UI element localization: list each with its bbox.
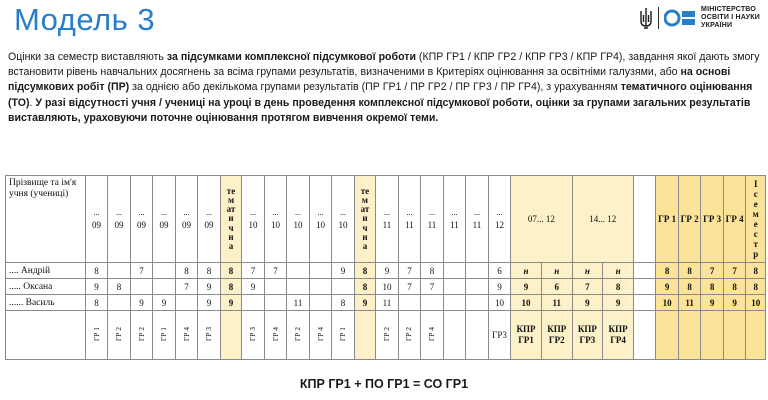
empty-cell <box>220 311 241 360</box>
date-cell: ... 10 <box>264 176 287 263</box>
grade-journal-table <box>5 175 766 360</box>
grade-cell: 9 <box>332 263 355 279</box>
result-group-code: ГР 1 <box>85 311 108 360</box>
grade-cell: 7 <box>264 263 287 279</box>
grade-cell: 7 <box>242 263 265 279</box>
student-name: ..... Оксана <box>6 279 86 295</box>
empty-cell <box>354 311 375 360</box>
grade-cell <box>309 279 332 295</box>
grade-cell: 9 <box>198 295 221 311</box>
grade-cell <box>421 295 444 311</box>
grade-cell <box>398 295 421 311</box>
grade-cell <box>443 295 466 311</box>
result-group-code: ГР3 <box>488 311 511 360</box>
result-group-code: ГР 1 <box>332 311 355 360</box>
kpr-grade: н <box>541 263 572 279</box>
grade-cell <box>309 295 332 311</box>
empty-cell <box>466 311 489 360</box>
grade-cell <box>153 263 176 279</box>
grade-cell: 10 <box>488 295 511 311</box>
thematic-header: тематична <box>354 176 375 263</box>
kpr-grade: 9 <box>511 279 542 295</box>
grade-cell <box>264 279 287 295</box>
result-group-code: ГР 2 <box>376 311 399 360</box>
group-result-header: ГР 2 <box>678 176 701 263</box>
kpr-grade: 9 <box>603 295 634 311</box>
date-cell: ... 09 <box>130 176 153 263</box>
grade-cell: 7 <box>398 263 421 279</box>
result-group-code: ГР 2 <box>398 311 421 360</box>
grade-cell: 8 <box>85 263 108 279</box>
date-cell: ... 10 <box>332 176 355 263</box>
kpr-grade: 11 <box>541 295 572 311</box>
group-result-grade: 9 <box>701 295 724 311</box>
grade-cell <box>287 279 310 295</box>
mon-logo-icon <box>664 8 696 28</box>
date-cell: ... 10 <box>242 176 265 263</box>
result-group-code: ГР 2 <box>287 311 310 360</box>
ministry-name: МІНІСТЕРСТВО ОСВІТИ І НАУКИ УКРАЇНИ <box>701 6 760 29</box>
grade-cell: 7 <box>130 263 153 279</box>
kpr-grade: н <box>572 263 603 279</box>
logo-divider <box>658 7 659 29</box>
group-result-grade: 8 <box>678 263 701 279</box>
date-cell: ... 12 <box>488 176 511 263</box>
table-row <box>6 295 766 311</box>
result-group-code: ГР 4 <box>421 311 444 360</box>
date-cell: ... 11 <box>421 176 444 263</box>
grade-cell <box>633 263 656 279</box>
grade-cell <box>633 295 656 311</box>
date-cell: ... 09 <box>198 176 221 263</box>
grade-cell: 8 <box>421 263 444 279</box>
thematic-grade: 9 <box>220 295 241 311</box>
slide-title: Модель 3 <box>14 2 156 37</box>
group-result-grade: 8 <box>656 263 679 279</box>
grade-cell <box>264 295 287 311</box>
grade-cell: 9 <box>198 279 221 295</box>
empty-cell <box>633 176 656 263</box>
grade-cell: 7 <box>398 279 421 295</box>
grade-cell: 9 <box>242 279 265 295</box>
kpr-grade: 8 <box>603 279 634 295</box>
trident-icon <box>639 7 653 29</box>
result-group-code: ГР 2 <box>108 311 131 360</box>
empty-cell <box>678 311 701 360</box>
grade-cell <box>153 279 176 295</box>
date-cell: ... 11 <box>443 176 466 263</box>
ministry-logo <box>639 6 760 30</box>
group-result-grade: 9 <box>723 295 746 311</box>
result-group-code: ГР 2 <box>130 311 153 360</box>
thematic-grade: 8 <box>220 279 241 295</box>
kpr-date-header: 07... 12 <box>511 176 572 263</box>
grade-cell: 7 <box>175 279 198 295</box>
empty-cell <box>723 311 746 360</box>
date-cell: ... 09 <box>108 176 131 263</box>
semester-grade: 8 <box>746 263 766 279</box>
grade-cell <box>287 263 310 279</box>
kpr-code: КПР ГР4 <box>603 311 634 360</box>
thematic-grade: 8 <box>220 263 241 279</box>
thematic-header: тематична <box>220 176 241 263</box>
grade-cell: 9 <box>153 295 176 311</box>
grade-cell <box>108 263 131 279</box>
grade-cell: 7 <box>421 279 444 295</box>
thematic-grade: 8 <box>354 263 375 279</box>
empty-cell <box>443 311 466 360</box>
description-paragraph: Оцінки за семестр виставляють за підсумками комплексної підсумкової роботи (КПР ГР1 / КПР ГР2 / КПР ГР3 / КПР ГР4), завдання якої дають змогу встановити рівень навчальних досягнень за всіма групами результатів, визначеними в Критеріях оцінювання за освітніми галузями, або на основі підсумкових робіт (ПР) за однією або декількома групами результатів (ПР ГР1 / ПР ГР2 / ПР ГР3 / ПР ГР4), з урахуванням тематичного оцінювання (ТО). У разі відсутності учня / учениці на уроці в день проведення комплексної підсумкової роботи, оцінки за групами загальних результатів виставляють, ураховуючи поточне оцінювання протягом вивчення окремої теми. <box>8 51 760 124</box>
kpr-code: КПР ГР1 <box>511 311 542 360</box>
group-result-grade: 11 <box>678 295 701 311</box>
date-cell: ... 11 <box>466 176 489 263</box>
result-group-code: ГР 4 <box>175 311 198 360</box>
kpr-grade: 6 <box>541 279 572 295</box>
grade-cell: 8 <box>198 263 221 279</box>
kpr-code: КПР ГР3 <box>572 311 603 360</box>
result-group-code: ГР 1 <box>153 311 176 360</box>
grade-cell <box>242 295 265 311</box>
group-result-grade: 8 <box>723 279 746 295</box>
result-group-code: ГР 4 <box>264 311 287 360</box>
group-result-grade: 9 <box>656 279 679 295</box>
table-row <box>6 279 766 295</box>
group-result-grade: 7 <box>701 263 724 279</box>
student-name: ...... Василь <box>6 295 86 311</box>
grade-cell: 10 <box>376 279 399 295</box>
date-cell: ... 09 <box>175 176 198 263</box>
grade-cell <box>309 263 332 279</box>
empty-cell <box>746 311 766 360</box>
kpr-grade: н <box>511 263 542 279</box>
result-group-code: ГР 4 <box>309 311 332 360</box>
table-row <box>6 263 766 279</box>
grade-cell: 8 <box>175 263 198 279</box>
student-name: .... Андрій <box>6 263 86 279</box>
group-result-grade: 8 <box>678 279 701 295</box>
grade-cell: 6 <box>488 263 511 279</box>
empty-cell <box>656 311 679 360</box>
date-cell: ... 09 <box>85 176 108 263</box>
formula-caption: КПР ГР1 + ПО ГР1 = СО ГР1 <box>299 377 469 391</box>
kpr-grade: 9 <box>572 295 603 311</box>
grade-cell <box>332 279 355 295</box>
kpr-date-header: 14... 12 <box>572 176 633 263</box>
grade-cell <box>443 279 466 295</box>
grade-cell <box>175 295 198 311</box>
date-cell: ... 11 <box>376 176 399 263</box>
group-result-header: ГР 4 <box>723 176 746 263</box>
grade-cell: 8 <box>332 295 355 311</box>
date-cell: ... 11 <box>398 176 421 263</box>
grade-cell <box>108 295 131 311</box>
group-result-header: ГР 1 <box>656 176 679 263</box>
group-result-grade: 8 <box>701 279 724 295</box>
grade-cell: 8 <box>85 295 108 311</box>
grade-cell <box>130 279 153 295</box>
result-group-code: ГР 3 <box>198 311 221 360</box>
empty-cell <box>633 311 656 360</box>
grade-cell <box>466 295 489 311</box>
date-cell: ... 10 <box>309 176 332 263</box>
kpr-code: КПР ГР2 <box>541 311 572 360</box>
group-result-grade: 10 <box>656 295 679 311</box>
grade-cell <box>443 263 466 279</box>
kpr-grade: 7 <box>572 279 603 295</box>
group-result-grade: 7 <box>723 263 746 279</box>
grade-cell <box>466 279 489 295</box>
semester-grade: 10 <box>746 295 766 311</box>
name-column-header: Прізвище та ім'я учня (учениці) <box>6 176 86 263</box>
kpr-grade: н <box>603 263 634 279</box>
kpr-grade: 10 <box>511 295 542 311</box>
empty-cell <box>701 311 724 360</box>
grade-cell: 8 <box>108 279 131 295</box>
semester-header: I семестр <box>746 176 766 263</box>
grade-cell: 9 <box>130 295 153 311</box>
group-result-header: ГР 3 <box>701 176 724 263</box>
thematic-grade: 9 <box>354 295 375 311</box>
date-cell: ... 10 <box>287 176 310 263</box>
grade-cell: 11 <box>376 295 399 311</box>
grade-cell <box>466 263 489 279</box>
grade-cell: 9 <box>376 263 399 279</box>
grade-cell: 9 <box>488 279 511 295</box>
result-group-code: ГР 3 <box>242 311 265 360</box>
date-cell: ... 09 <box>153 176 176 263</box>
semester-grade: 8 <box>746 279 766 295</box>
grade-cell: 9 <box>85 279 108 295</box>
grade-cell: 11 <box>287 295 310 311</box>
thematic-grade: 8 <box>354 279 375 295</box>
empty-cell <box>6 311 86 360</box>
grade-cell <box>633 279 656 295</box>
